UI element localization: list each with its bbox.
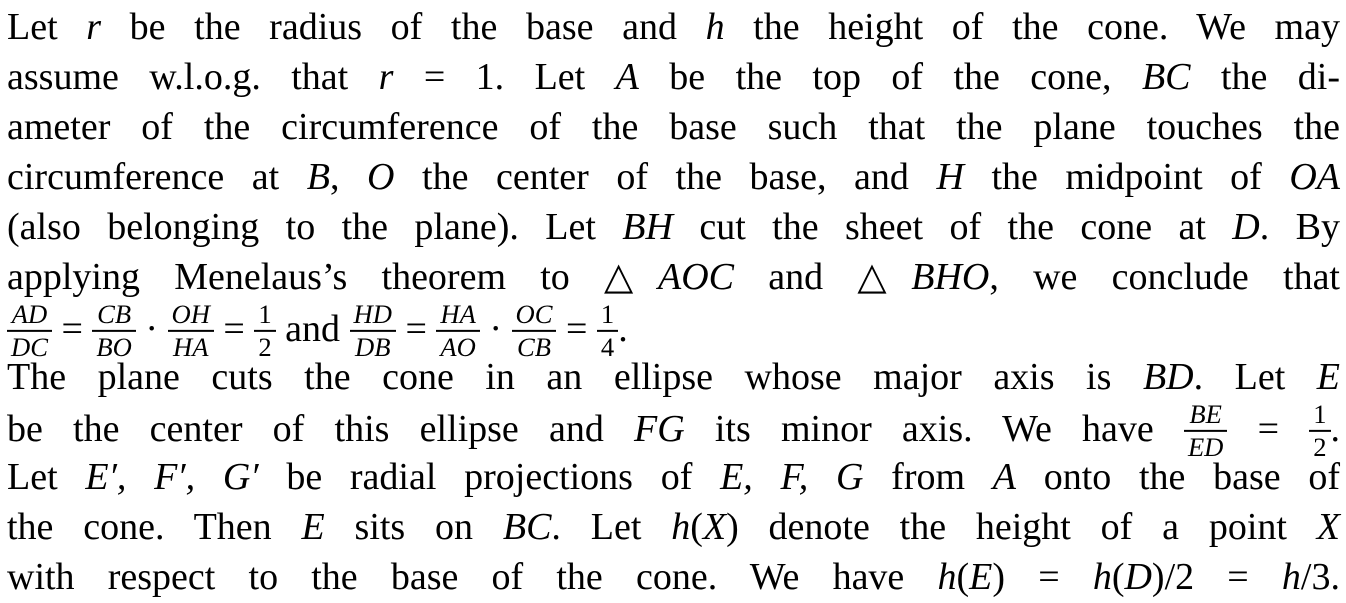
math-run: E [301,506,325,548]
math-run: r [86,6,102,48]
fraction-denominator: AO [440,331,476,362]
math-run: E [1316,356,1340,398]
text-run: Let [7,456,86,498]
math-run: E′, F′, G′ [85,456,259,498]
text-line [7,202,1340,252]
text-run: · [479,307,512,350]
math-run: A [992,456,1016,498]
fraction-numerator: BE [1184,400,1227,432]
fraction-numerator: HA [436,300,479,332]
text-line [7,52,1340,102]
math-run: A [615,56,639,98]
math-run: BD [1142,356,1194,398]
text-line [7,552,1340,602]
text-run: . [1330,407,1340,450]
fraction [436,300,479,360]
text-run: △ [857,256,912,298]
fraction-denominator: ED [1187,431,1224,462]
text-line [7,102,1340,152]
text-run: be radial projections of [258,456,721,498]
fraction [7,300,52,360]
text-run: △ [604,256,658,298]
text-run: = [213,307,255,350]
fraction-denominator: 2 [258,331,272,362]
text-run: applying Menelaus’s theorem to [7,256,605,298]
text-run: · [135,307,168,350]
math-run: h [1092,556,1112,598]
text-run: = [556,307,597,350]
text-run: = [51,307,93,350]
fraction [512,300,557,360]
fraction-denominator: DC [11,331,48,362]
math-run: X [702,506,727,548]
fraction-denominator: 2 [1313,431,1327,462]
fraction [92,300,135,360]
text-run: /3. [1300,556,1340,598]
math-run: OA [1289,156,1341,198]
fraction-denominator: 4 [600,331,615,362]
text-run: (also belonging to the plane). Let [7,206,623,248]
text-run: ( [690,506,703,548]
math-run: E, F, G [720,456,864,498]
fraction-numerator: HD [350,300,396,332]
math-paragraph [7,2,1340,602]
text-run: the midpoint of [963,156,1290,198]
math-run: X [1316,506,1340,548]
math-run: r [378,56,394,98]
text-run: , we conclude that [989,256,1340,298]
text-run: The plane cuts the cone in an ellipse whose major axis is [7,356,1143,398]
text-run: ) denote the height of a point [726,506,1317,548]
math-run: D [1232,206,1260,248]
text-run: = [1227,407,1310,450]
math-run: h [1281,556,1301,598]
fraction [254,300,275,360]
text-run: = 1. Let [393,56,616,98]
text-run: )/2 = [1151,556,1282,598]
text-run: circumference at [7,156,307,198]
text-run: be the radius of the base and [101,6,706,48]
fraction [168,300,214,360]
fraction-numerator: AD [7,300,52,332]
text-run: . Let [551,506,672,548]
text-line [7,298,1340,362]
fraction-numerator: OC [512,300,557,332]
math-run: BC [502,506,552,548]
fraction-numerator: OH [168,300,214,332]
text-run: assume w.l.o.g. that [7,56,379,98]
text-run: , [330,156,368,198]
fraction-numerator: CB [92,300,135,332]
math-run: B [306,156,330,198]
text-run: and [733,256,858,298]
text-run: onto the base of [1016,456,1341,498]
fraction-numerator: 1 [254,300,275,332]
text-run: the di- [1190,56,1340,98]
text-run: sits on [324,506,503,548]
text-run: . [618,307,628,350]
math-run: BHO [911,256,990,298]
text-run: be the center of this ellipse and [7,407,635,450]
math-run: E [969,556,993,598]
text-run: be the top of the cone, [638,56,1142,98]
text-run: the height of the cone. We may [724,6,1340,48]
fraction [350,300,396,360]
text-run: ameter of the circumference of the base such that the plane touches the [7,106,1340,148]
fraction-numerator: 1 [1309,400,1330,432]
text-line [7,152,1340,202]
text-run: cut the sheet of the cone at [672,206,1233,248]
math-run: BH [622,206,673,248]
text-run: ) = [992,556,1093,598]
math-run: AOC [657,256,734,298]
math-run: H [936,156,964,198]
text-run: . Let [1193,356,1317,398]
math-run: O [367,156,395,198]
text-run: . By [1259,206,1340,248]
text-line [7,252,1340,302]
fraction [1184,400,1227,460]
fraction [1309,400,1330,460]
math-run: BC [1141,56,1191,98]
math-run: h [671,506,691,548]
text-run: ( [1111,556,1125,598]
text-run: ( [956,556,970,598]
fraction-denominator: HA [172,331,209,362]
text-run: the cone. Then [7,506,302,548]
text-run: with respect to the base of the cone. We have [7,556,938,598]
math-run: D [1124,556,1152,598]
text-run: and [275,307,350,350]
text-run: from [863,456,993,498]
math-run: FG [634,407,685,450]
text-run: = [395,307,437,350]
fraction-denominator: BO [96,331,132,362]
math-run: h [937,556,957,598]
text-run: the center of the base, and [394,156,937,198]
text-line [7,502,1340,552]
text-line [7,398,1340,462]
fraction-denominator: CB [516,331,551,362]
text-run: its minor axis. We have [684,407,1184,450]
fraction-numerator: 1 [597,300,618,332]
fraction-denominator: DB [355,331,391,362]
text-line [7,452,1340,502]
text-line [7,2,1340,52]
math-run: h [705,6,725,48]
text-run: Let [7,6,87,48]
fraction [597,300,618,360]
